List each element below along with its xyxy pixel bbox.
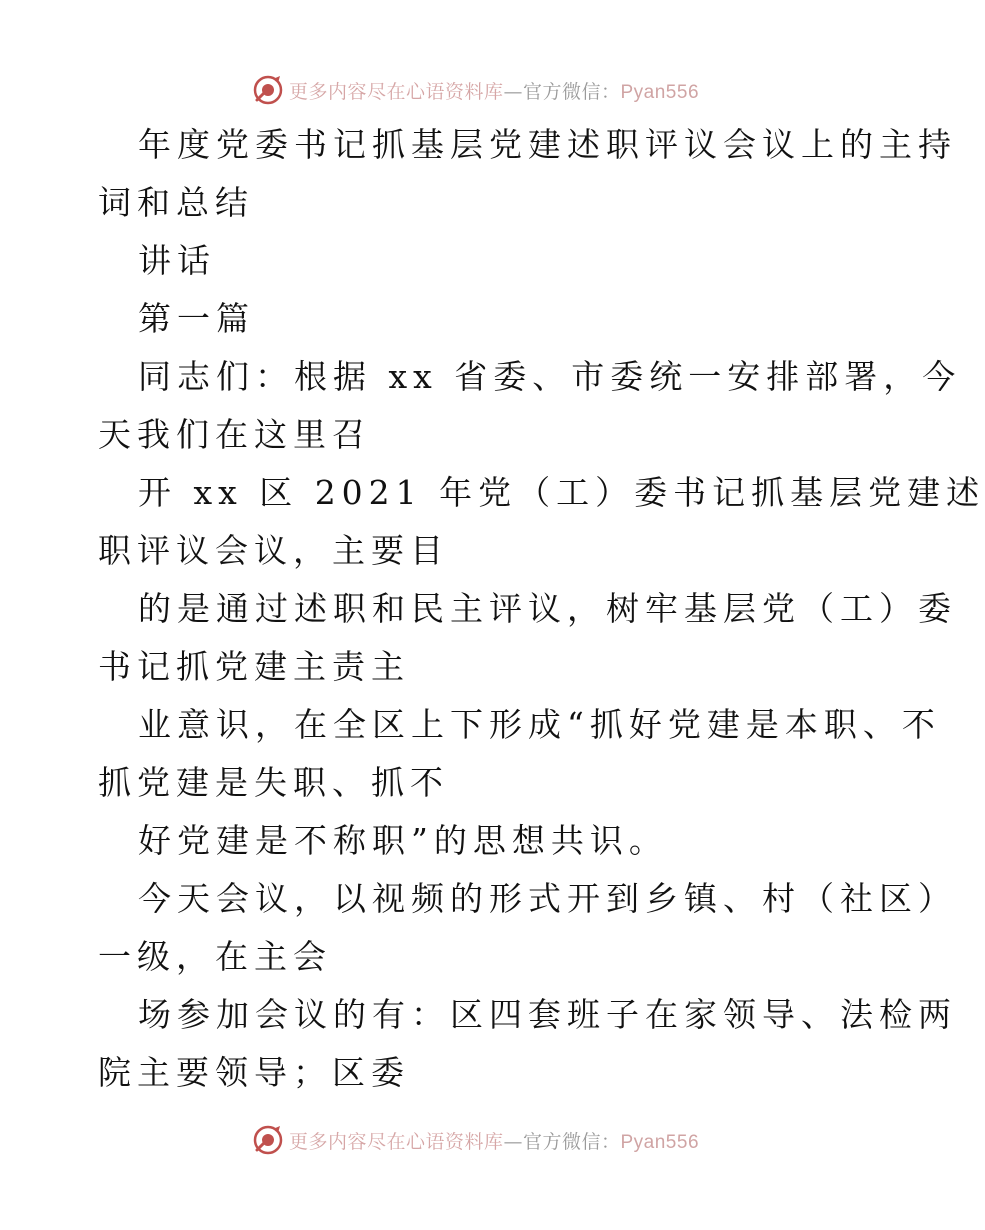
watermark-dash: — xyxy=(503,80,523,103)
text-line: 抓党建是失职、抓不 xyxy=(98,763,449,802)
watermark-text xyxy=(289,77,699,104)
watermark-site: 更多内容尽在心语资料库 xyxy=(288,1130,504,1153)
watermark-text xyxy=(289,1127,699,1154)
text-line: 书记抓党建主责主 xyxy=(98,647,410,686)
text-line: 业意识，在全区上下形成“抓好党建是本职、不 xyxy=(138,705,941,744)
text-line: 院主要领导；区委 xyxy=(98,1053,410,1092)
text-line: 职评议会议，主要目 xyxy=(98,531,449,570)
text-line: 第一篇 xyxy=(138,299,255,338)
text-line: 好党建是不称职”的思想共识。 xyxy=(138,821,668,860)
watermark-site: 更多内容尽在心语资料库 xyxy=(288,80,504,103)
pen-logo-icon xyxy=(251,73,285,107)
text-line: 一级，在主会 xyxy=(98,937,332,976)
text-line: 场参加会议的有：区四套班子在家领导、法检两 xyxy=(138,995,957,1034)
text-line: 同志们：根据 xx 省委、市委统一安排部署，今 xyxy=(138,357,962,396)
watermark-id: Pyan556 xyxy=(620,81,700,103)
watermark-id: Pyan556 xyxy=(620,1131,700,1153)
text-line: 词和总结 xyxy=(98,183,254,222)
header-watermark xyxy=(0,70,950,110)
text-line: 讲话 xyxy=(138,241,216,280)
watermark-dash: — xyxy=(503,1130,523,1153)
footer-watermark xyxy=(0,1120,950,1160)
text-line: 年度党委书记抓基层党建述职评议会议上的主持 xyxy=(138,125,957,164)
pen-logo-icon xyxy=(251,1123,285,1157)
text-line: 开 xx 区 2021 年党（工）委书记抓基层党建述 xyxy=(138,473,985,512)
text-line: 的是通过述职和民主评议，树牢基层党（工）委 xyxy=(138,589,957,628)
text-line: 今天会议，以视频的形式开到乡镇、村（社区） xyxy=(138,879,957,918)
watermark-label: 官方微信： xyxy=(522,80,621,103)
watermark-label: 官方微信： xyxy=(522,1130,621,1153)
document-body xyxy=(98,116,985,1102)
text-line: 天我们在这里召 xyxy=(98,415,371,454)
